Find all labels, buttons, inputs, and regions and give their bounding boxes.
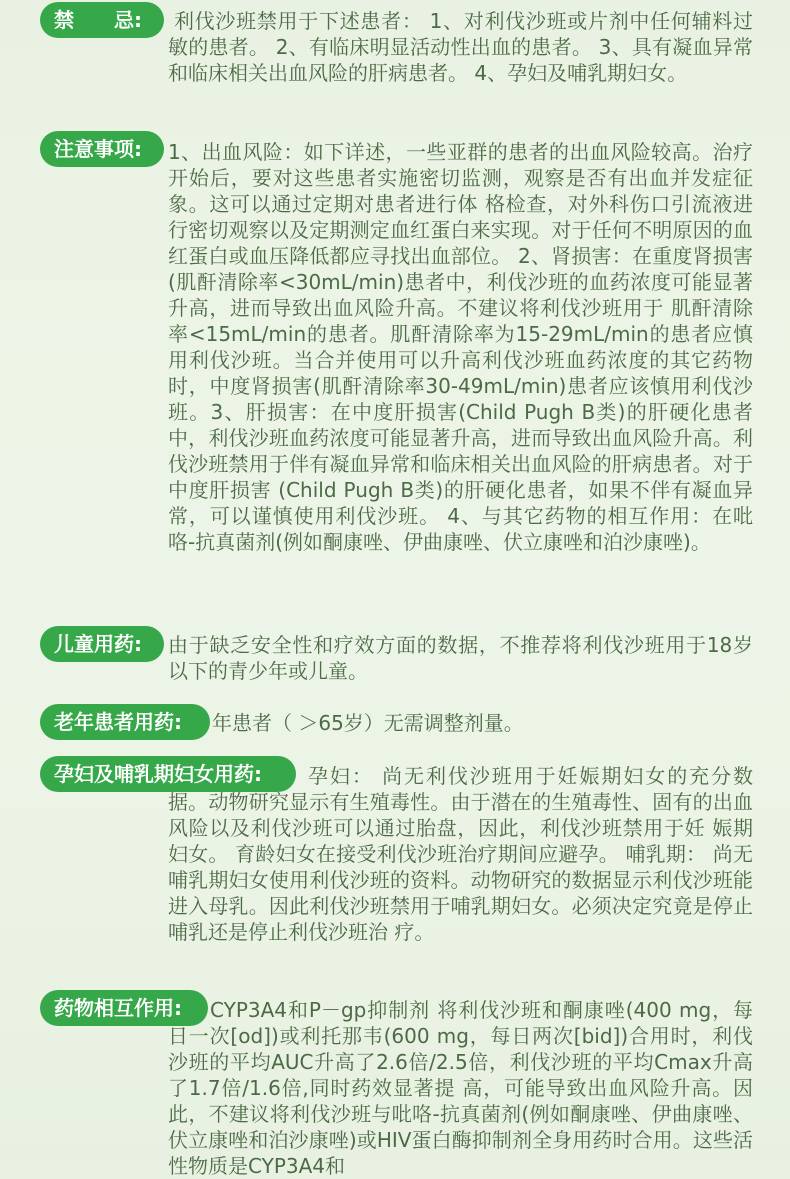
geriatric-use-label: 老年患者用药: xyxy=(40,704,210,740)
drug-interactions-text: CYP3A4和P－gp抑制剂 将利伐沙班和酮康唑(400 mg，每日一次[od])或利托那韦(600 mg，每日两次[bid])合用时，利伐沙班的平均AUC升高了2.6倍/2.5倍，利伐沙班的平均Cmax升高了1.7倍/1.6倍,同时药效显著提 高，可能导致出血风险升高。因此，不建议将利伐沙班与吡咯-抗真菌剂(例如酮康唑、伊曲康唑、伏立康唑和泊沙康唑)或HIV蛋白酶抑制剂全身用药时合用。这些活性物质是CYP3A4和 xyxy=(168,998,753,1178)
pregnancy-lactation-text: 孕妇： 尚无利伐沙班用于妊娠期妇女的充分数据。动物研究显示有生殖毒性。由于潜在的生殖毒性、固有的出血风险以及利伐沙班可以通过胎盘，因此，利伐沙班禁用于妊 娠期妇女。 育龄妇女在接受利伐沙班治疗期间应避孕。 哺乳期： 尚无哺乳期妇女使用利伐沙班的资料。动物研究的数据显示利伐沙班能进入母乳。因此利伐沙班禁用于哺乳期妇女。必须决定究竟是停止哺乳还是停止利伐沙班治 疗。 xyxy=(168,764,753,944)
precautions-label: 注意事项: xyxy=(40,131,164,167)
pregnancy-lactation-label: 孕妇及哺乳期妇女用药: xyxy=(40,756,296,792)
precautions-text: 1、出血风险：如下详述，一些亚群的患者的出血风险较高。治疗开始后，要对这些患者实施密切监测，观察是否有出血并发症征象。这可以通过定期对患者进行体 格检查，对外科伤口引流液进行密切观察以及定期测定血红蛋白来实现。对于任何不明原因的血红蛋白或血压降低都应寻找出血部位。 2、肾损害：在重度肾损害(肌酐清除率<30mL/min)患者中，利伐沙班的血药浓度可能显著升高，进而导致出血风险升高。不建议将利伐沙班用于 肌酐清除率<15mL/min的患者。肌酐清除率为15-29mL/min的患者应慎用利伐沙班。当合并使用可以升高利伐沙班血药浓度的其它药物 时，中度肾损害(肌酐清除率30-49mL/min)患者应该慎用利伐沙班。3、肝损害：在中度肝损害(Child Pugh B类)的肝硬化患者中，利伐沙班血药浓度可能显著升高，进而导致出血风险升高。利伐沙班禁用于伴有凝血异常和临床相关出血风险的肝病患者。对于中度肝损害 (Child Pugh B类)的肝硬化患者，如果不伴有凝血异常，可以谨慎使用利伐沙班。 4、与其它药物的相互作用：在吡咯-抗真菌剂(例如酮康唑、伊曲康唑、伏立康唑和泊沙康唑)。 xyxy=(168,140,753,554)
geriatric-use-text: 年患者（ ＞65岁）无需调整剂量。 xyxy=(212,711,524,735)
drug-interactions-label: 药物相互作用: xyxy=(40,990,208,1026)
pediatric-use-label: 儿童用药: xyxy=(40,626,164,662)
pediatric-use-text: 由于缺乏安全性和疗效方面的数据，不推荐将利伐沙班用于18岁以下的青少年或儿童。 xyxy=(168,633,753,683)
contraindications-label: 禁 忌: xyxy=(40,2,164,38)
contraindications-text: 利伐沙班禁用于下述患者： 1、对利伐沙班或片剂中任何辅料过敏的患者。 2、有临床明显活动性出血的患者。 3、具有凝血异常和临床相关出血风险的肝病患者。 4、孕妇及哺乳期妇女。 xyxy=(168,9,753,85)
